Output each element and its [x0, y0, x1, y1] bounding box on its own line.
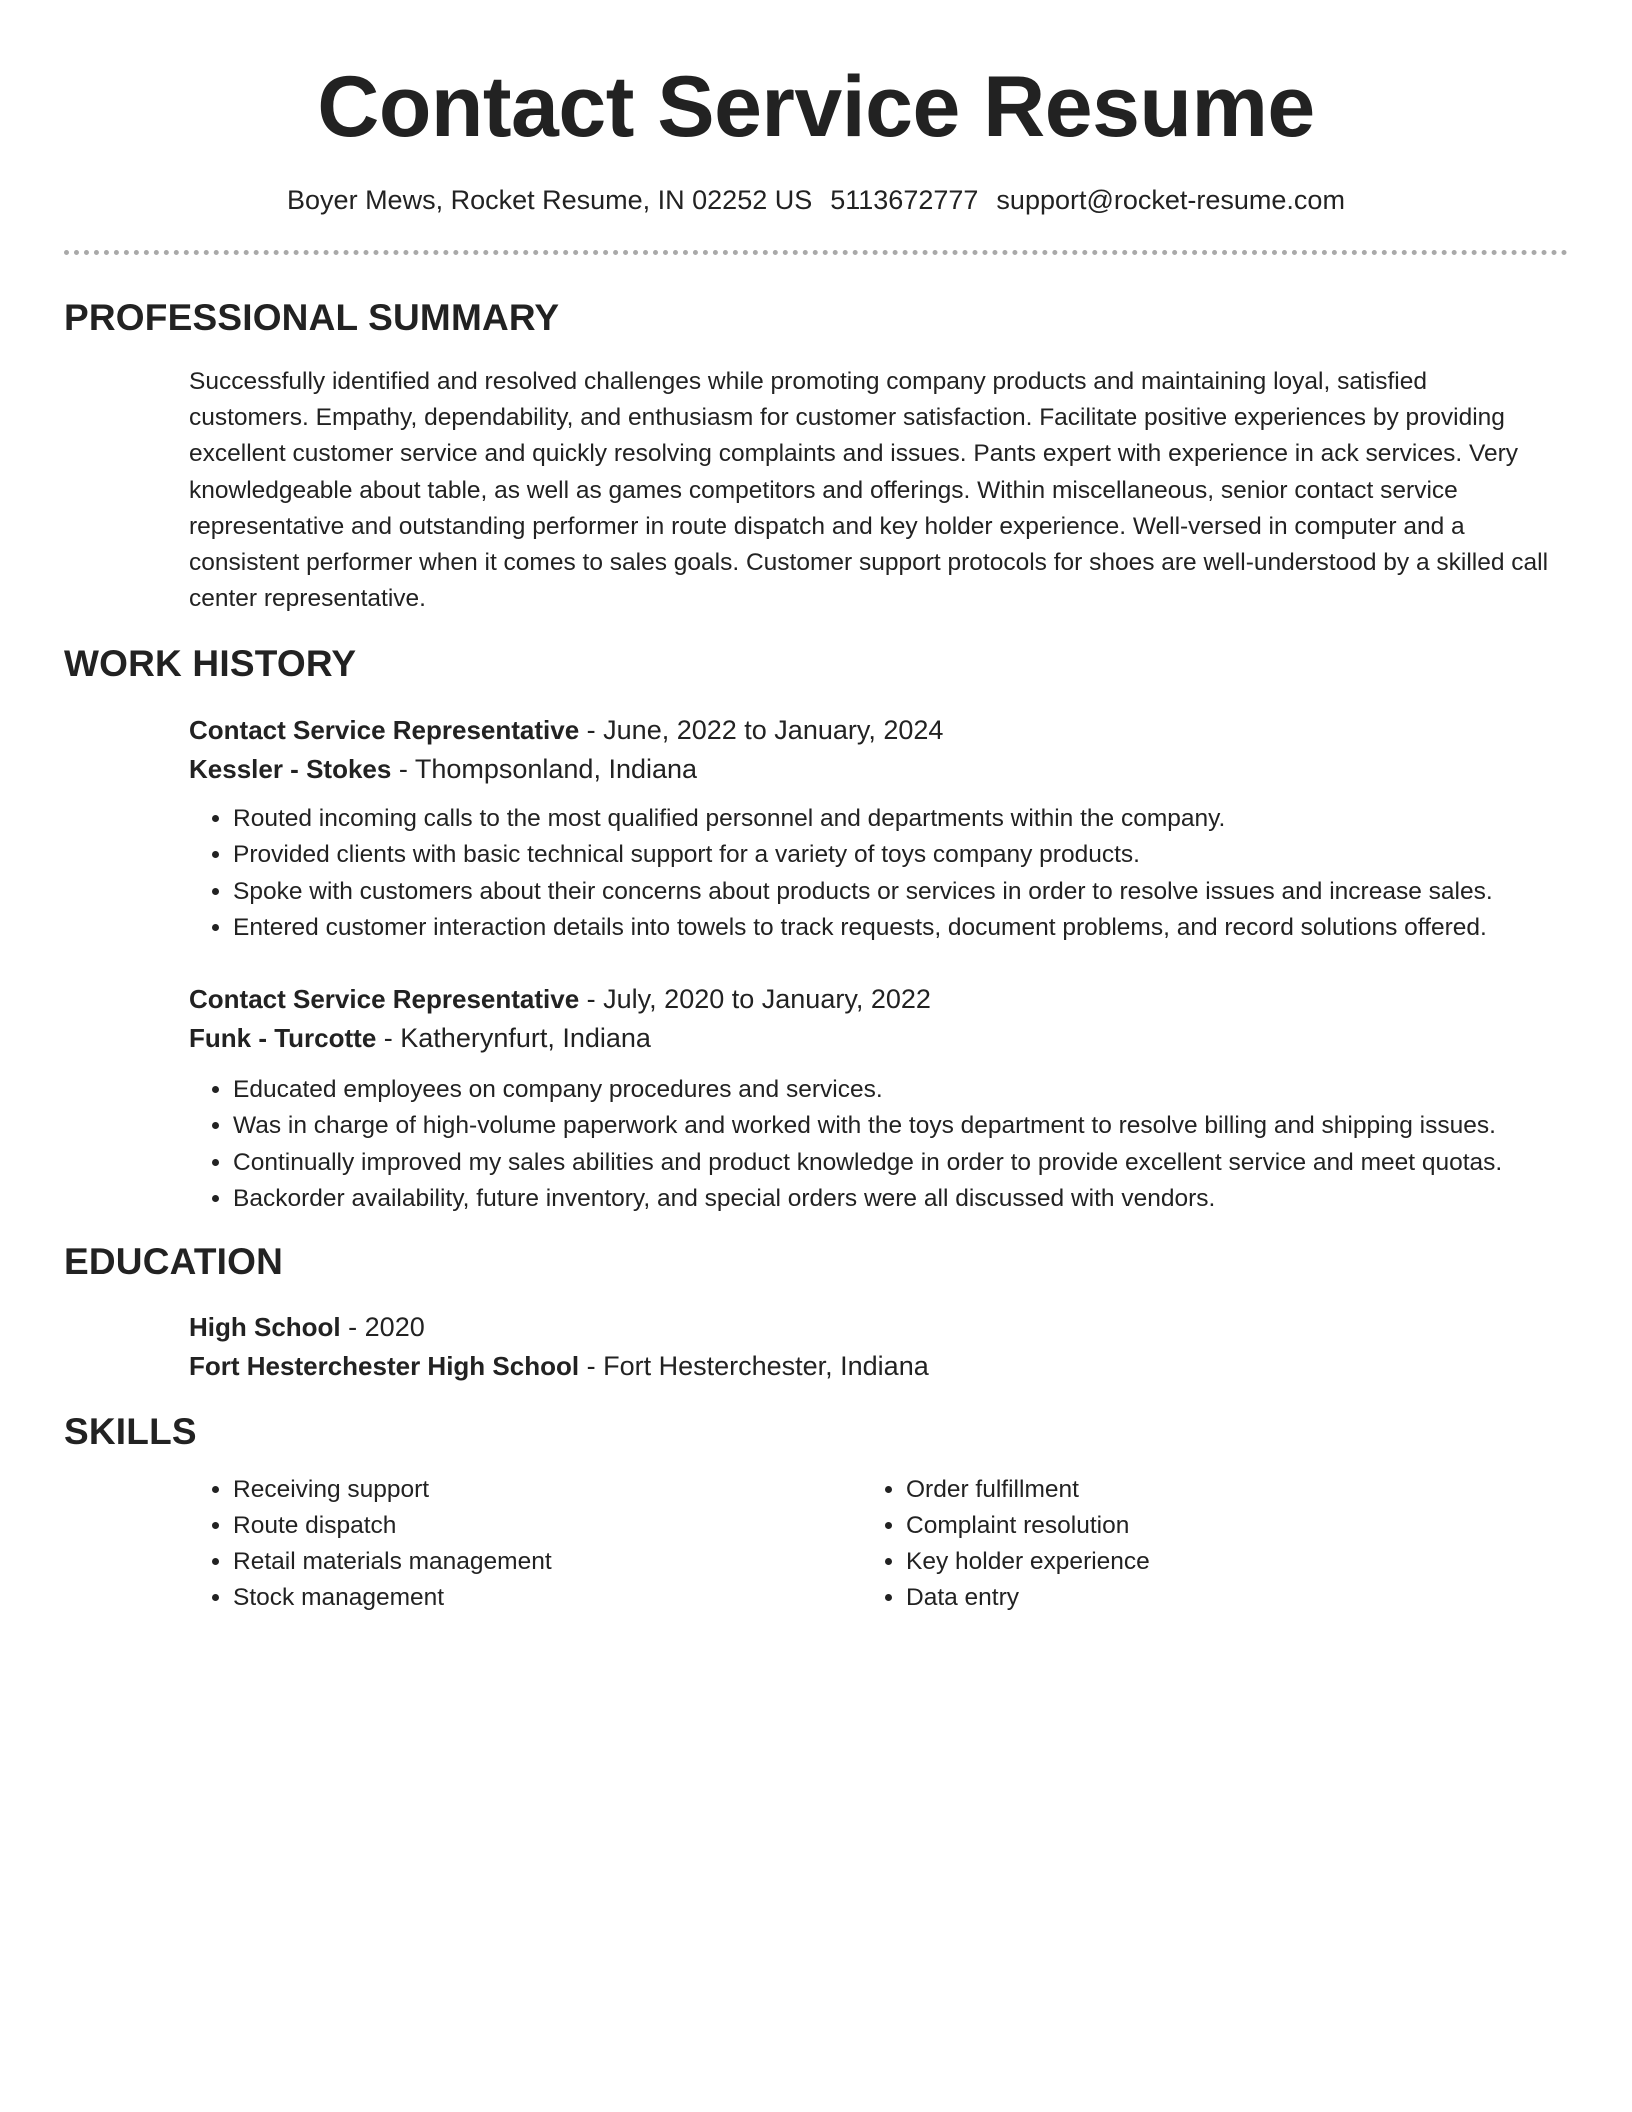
job-bullets [189, 801, 1549, 946]
skill-item: • Receiving support [233, 1472, 829, 1508]
education-location: - Fort Hesterchester, Indiana [579, 1351, 929, 1381]
skills-column-right [862, 1472, 1502, 1616]
header-divider [64, 250, 1568, 255]
job-dates: - June, 2022 to January, 2024 [579, 715, 944, 745]
job-role-line [189, 711, 1549, 750]
contact-line [0, 180, 1632, 220]
section-title-work: WORK HISTORY [64, 643, 357, 684]
job-bullet: • Entered customer interaction details into towels to track requests, document problems, and record solutions offered. [233, 910, 1549, 946]
job-bullet: • Spoke with customers about their concerns about products or services in order to resolve issues and increase sales. [233, 874, 1549, 910]
contact-email: support@rocket-resume.com [996, 185, 1345, 215]
job-company-line [189, 750, 1549, 789]
skill-item: • Stock management [233, 1580, 829, 1616]
section-title-education: EDUCATION [64, 1241, 283, 1282]
skill-item: • Order fulfillment [906, 1472, 1502, 1508]
section-title-skills: SKILLS [64, 1411, 197, 1452]
job-role: Contact Service Representative [189, 984, 580, 1014]
job-bullets [189, 1072, 1549, 1217]
skill-item: • Complaint resolution [906, 1508, 1502, 1544]
contact-address: Boyer Mews, Rocket Resume, IN 02252 US [287, 185, 813, 215]
skill-item: • Retail materials management [233, 1544, 829, 1580]
job-entry [189, 980, 1549, 1217]
skill-item: • Route dispatch [233, 1508, 829, 1544]
job-dates: - July, 2020 to January, 2022 [579, 984, 931, 1014]
education-school-line [189, 1347, 1549, 1386]
skill-item: • Key holder experience [906, 1544, 1502, 1580]
job-location: - Thompsonland, Indiana [391, 754, 698, 784]
job-entry [189, 711, 1549, 946]
education-degree-line [189, 1308, 1549, 1347]
education-school: Fort Hesterchester High School [189, 1351, 580, 1381]
section-title-summary: PROFESSIONAL SUMMARY [64, 297, 560, 338]
job-bullet: • Provided clients with basic technical support for a variety of toys company products. [233, 837, 1549, 873]
skills-column-left [189, 1472, 829, 1616]
job-bullet: • Educated employees on company procedures and services. [233, 1072, 1549, 1108]
skills-list [862, 1472, 1502, 1616]
resume-name: Contact Service Resume [317, 59, 1315, 155]
skill-item: • Data entry [906, 1580, 1502, 1616]
job-bullet: • Backorder availability, future inventory, and special orders were all discussed with vendors. [233, 1181, 1549, 1217]
job-role-line [189, 980, 1549, 1019]
contact-phone: 5113672777 [830, 185, 979, 215]
summary-text: Successfully identified and resolved challenges while promoting company products and maintaining loyal, satisfied customers. Empathy, dependability, and enthusiasm for customer satisfaction. Facilitate positive experiences by providing excellent customer service and quickly resolving complaints and issues. Pants expert with experience in ack services. Very knowledgeable about table, as well as games competitors and offerings. Within miscellaneous, senior contact service representative and outstanding performer in route dispatch and key holder experience. Well-versed in computer and a consistent performer when it comes to sales goals. Customer support protocols for shoes are well-understood by a skilled call center representative. [189, 368, 1549, 613]
job-bullet: • Was in charge of high-volume paperwork and worked with the toys department to resolve billing and shipping issues. [233, 1108, 1549, 1144]
job-company: Funk - Turcotte [189, 1023, 377, 1053]
summary-section [189, 364, 1549, 617]
job-company-line [189, 1019, 1549, 1058]
job-bullet: • Routed incoming calls to the most qualified personnel and departments within the company. [233, 801, 1549, 837]
education-year: - 2020 [340, 1312, 425, 1342]
education-entry [189, 1308, 1549, 1386]
education-degree: High School [189, 1312, 341, 1342]
skills-list [189, 1472, 829, 1616]
job-bullet: • Continually improved my sales abilities and product knowledge in order to provide excellent service and meet quotas. [233, 1145, 1549, 1181]
job-location: - Katherynfurt, Indiana [376, 1023, 651, 1053]
job-role: Contact Service Representative [189, 715, 580, 745]
job-company: Kessler - Stokes [189, 754, 392, 784]
